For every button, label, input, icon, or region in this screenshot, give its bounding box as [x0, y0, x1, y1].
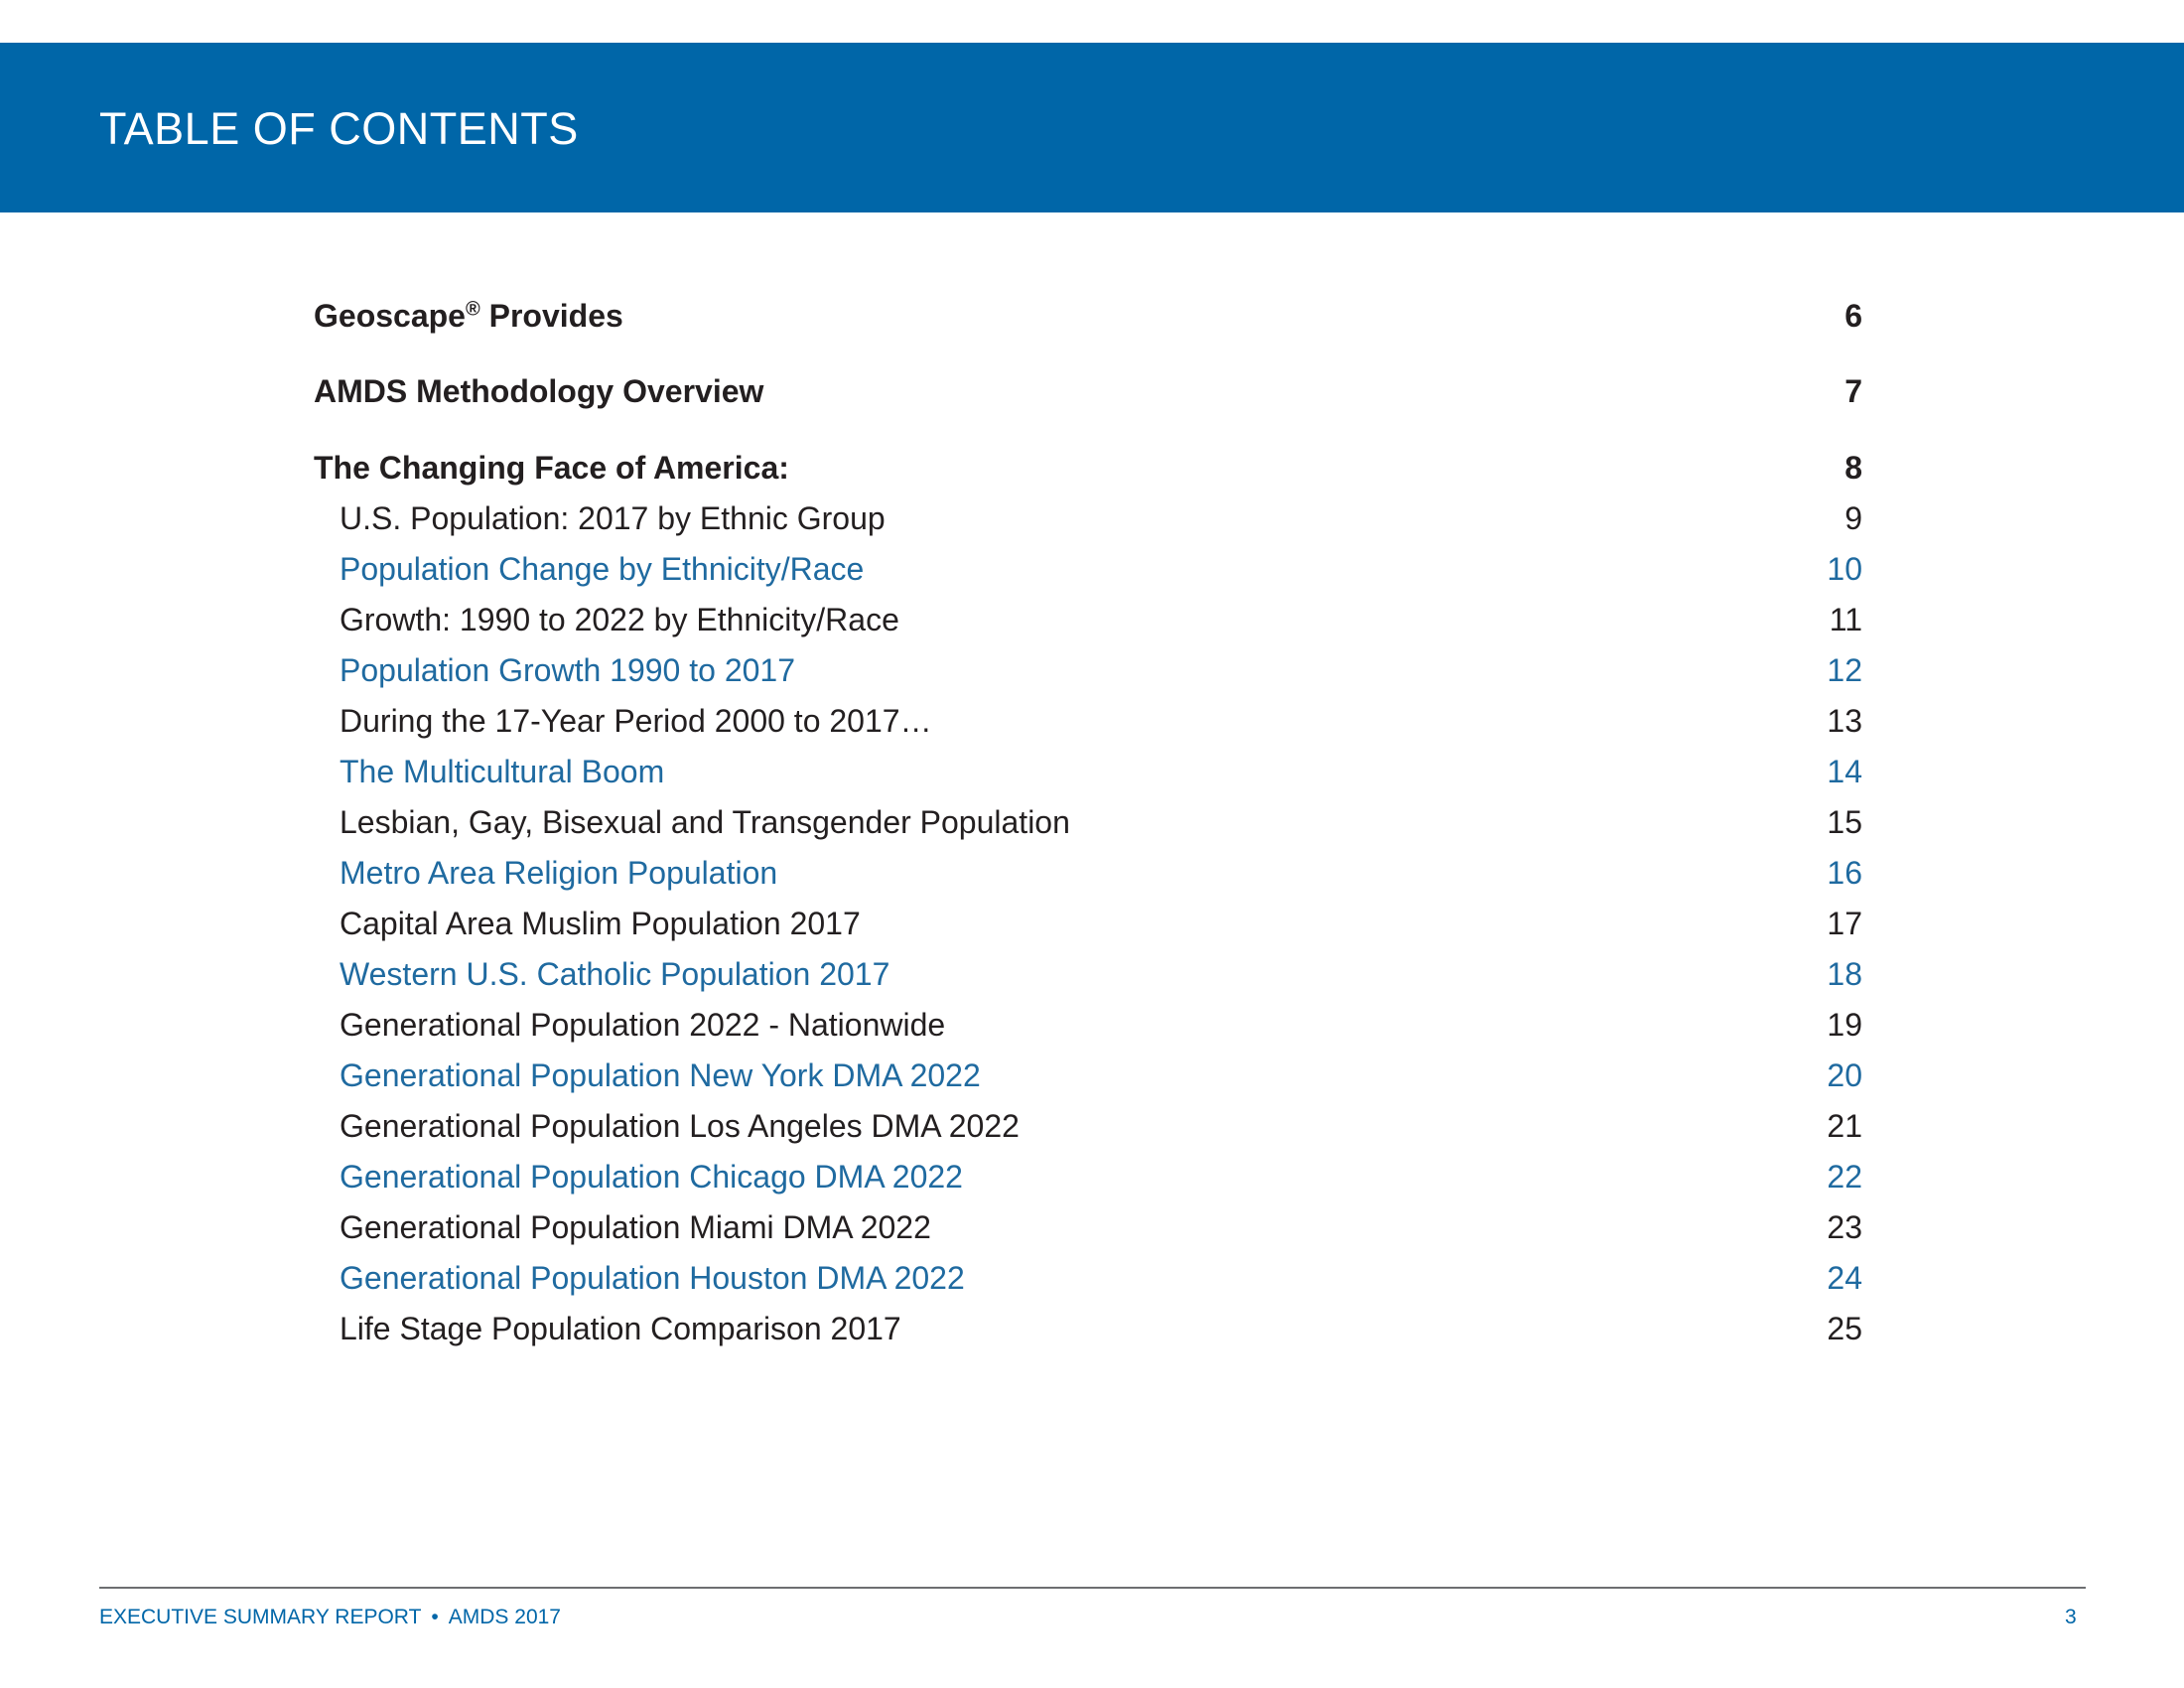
toc-entry-page: 19	[1827, 1007, 1862, 1043]
toc-subentry[interactable]	[314, 1204, 1862, 1250]
page-title: TABLE OF CONTENTS	[99, 103, 579, 154]
toc-entry-label: Generational Population Los Angeles DMA 2022	[340, 1108, 1020, 1144]
toc-entry-page: 15	[1827, 804, 1862, 840]
toc-entry-page: 9	[1844, 500, 1862, 536]
toc-entry-label: Western U.S. Catholic Population 2017	[340, 956, 890, 992]
toc-entry-label: Generational Population Chicago DMA 2022	[340, 1159, 963, 1195]
toc-subentry[interactable]	[314, 1053, 1862, 1098]
footer-separator: •	[431, 1606, 439, 1628]
footer-report-name: EXECUTIVE SUMMARY REPORT	[99, 1606, 422, 1628]
toc-entry-label: Generational Population 2022 - Nationwide	[340, 1007, 946, 1043]
toc-subentry[interactable]	[314, 799, 1862, 845]
toc-subentry[interactable]	[314, 901, 1862, 946]
toc-entry-page: 24	[1827, 1260, 1862, 1296]
toc-entry-label: Geoscape® Provides	[314, 298, 623, 334]
toc-entry-page: 12	[1827, 652, 1862, 688]
footer-edition: AMDS 2017	[448, 1606, 561, 1628]
toc-subentry[interactable]	[314, 698, 1862, 744]
toc-entry-page: 11	[1829, 602, 1862, 637]
toc-entry-changing-face[interactable]	[314, 445, 1862, 491]
toc-entry-page: 17	[1827, 906, 1862, 941]
toc-subentry[interactable]	[314, 1154, 1862, 1199]
toc-entry-label: U.S. Population: 2017 by Ethnic Group	[340, 500, 886, 536]
toc-entry-page: 13	[1827, 703, 1862, 739]
toc-subentry[interactable]	[314, 951, 1862, 997]
toc-entry-page: 6	[1844, 298, 1862, 334]
toc-entry-page: 8	[1844, 450, 1862, 486]
toc-entry-page: 7	[1844, 373, 1862, 409]
toc-entry-label: Growth: 1990 to 2022 by Ethnicity/Race	[340, 602, 899, 637]
toc-entry-label: Life Stage Population Comparison 2017	[340, 1311, 901, 1346]
toc-entry-page: 21	[1827, 1108, 1862, 1144]
toc-entry-geoscape-provides[interactable]	[314, 293, 1862, 339]
toc-entry-label: AMDS Methodology Overview	[314, 373, 764, 409]
toc-subentry[interactable]	[314, 546, 1862, 592]
toc-entry-page: 20	[1827, 1057, 1862, 1093]
toc-entry-label: Capital Area Muslim Population 2017	[340, 906, 861, 941]
toc-entry-page: 14	[1827, 754, 1862, 789]
toc-subentry[interactable]	[314, 1255, 1862, 1301]
toc-subentry[interactable]	[314, 597, 1862, 642]
toc-subentry[interactable]	[314, 850, 1862, 896]
toc-entry-label: During the 17-Year Period 2000 to 2017…	[340, 703, 932, 739]
toc-entry-label: Population Growth 1990 to 2017	[340, 652, 795, 688]
toc-entry-label: Population Change by Ethnicity/Race	[340, 551, 865, 587]
footer-divider	[99, 1587, 2086, 1589]
toc-subentry[interactable]	[314, 1103, 1862, 1149]
toc-entry-label: Generational Population New York DMA 2022	[340, 1057, 981, 1093]
toc-subentry[interactable]	[314, 1306, 1862, 1351]
toc-subentry[interactable]	[314, 749, 1862, 794]
toc-entry-page: 22	[1827, 1159, 1862, 1195]
footer-report-label	[99, 1604, 561, 1631]
toc-entry-page: 16	[1827, 855, 1862, 891]
toc-entry-page: 18	[1827, 956, 1862, 992]
toc-subentry[interactable]	[314, 647, 1862, 693]
toc-entry-label: Generational Population Miami DMA 2022	[340, 1209, 931, 1245]
footer-page-number: 3	[2065, 1606, 2077, 1628]
toc-entry-page: 23	[1827, 1209, 1862, 1245]
toc-entry-label: The Multicultural Boom	[340, 754, 665, 789]
toc-subentry[interactable]	[314, 1002, 1862, 1048]
toc-entry-amds-methodology[interactable]	[314, 368, 1862, 414]
toc-entry-label: Metro Area Religion Population	[340, 855, 778, 891]
toc-entry-page: 25	[1827, 1311, 1862, 1346]
toc-entry-label: The Changing Face of America:	[314, 450, 789, 486]
toc-entry-page: 10	[1827, 551, 1862, 587]
toc-subentry[interactable]	[314, 495, 1862, 541]
toc-entry-label: Generational Population Houston DMA 2022	[340, 1260, 965, 1296]
toc-entry-label: Lesbian, Gay, Bisexual and Transgender Population	[340, 804, 1070, 840]
